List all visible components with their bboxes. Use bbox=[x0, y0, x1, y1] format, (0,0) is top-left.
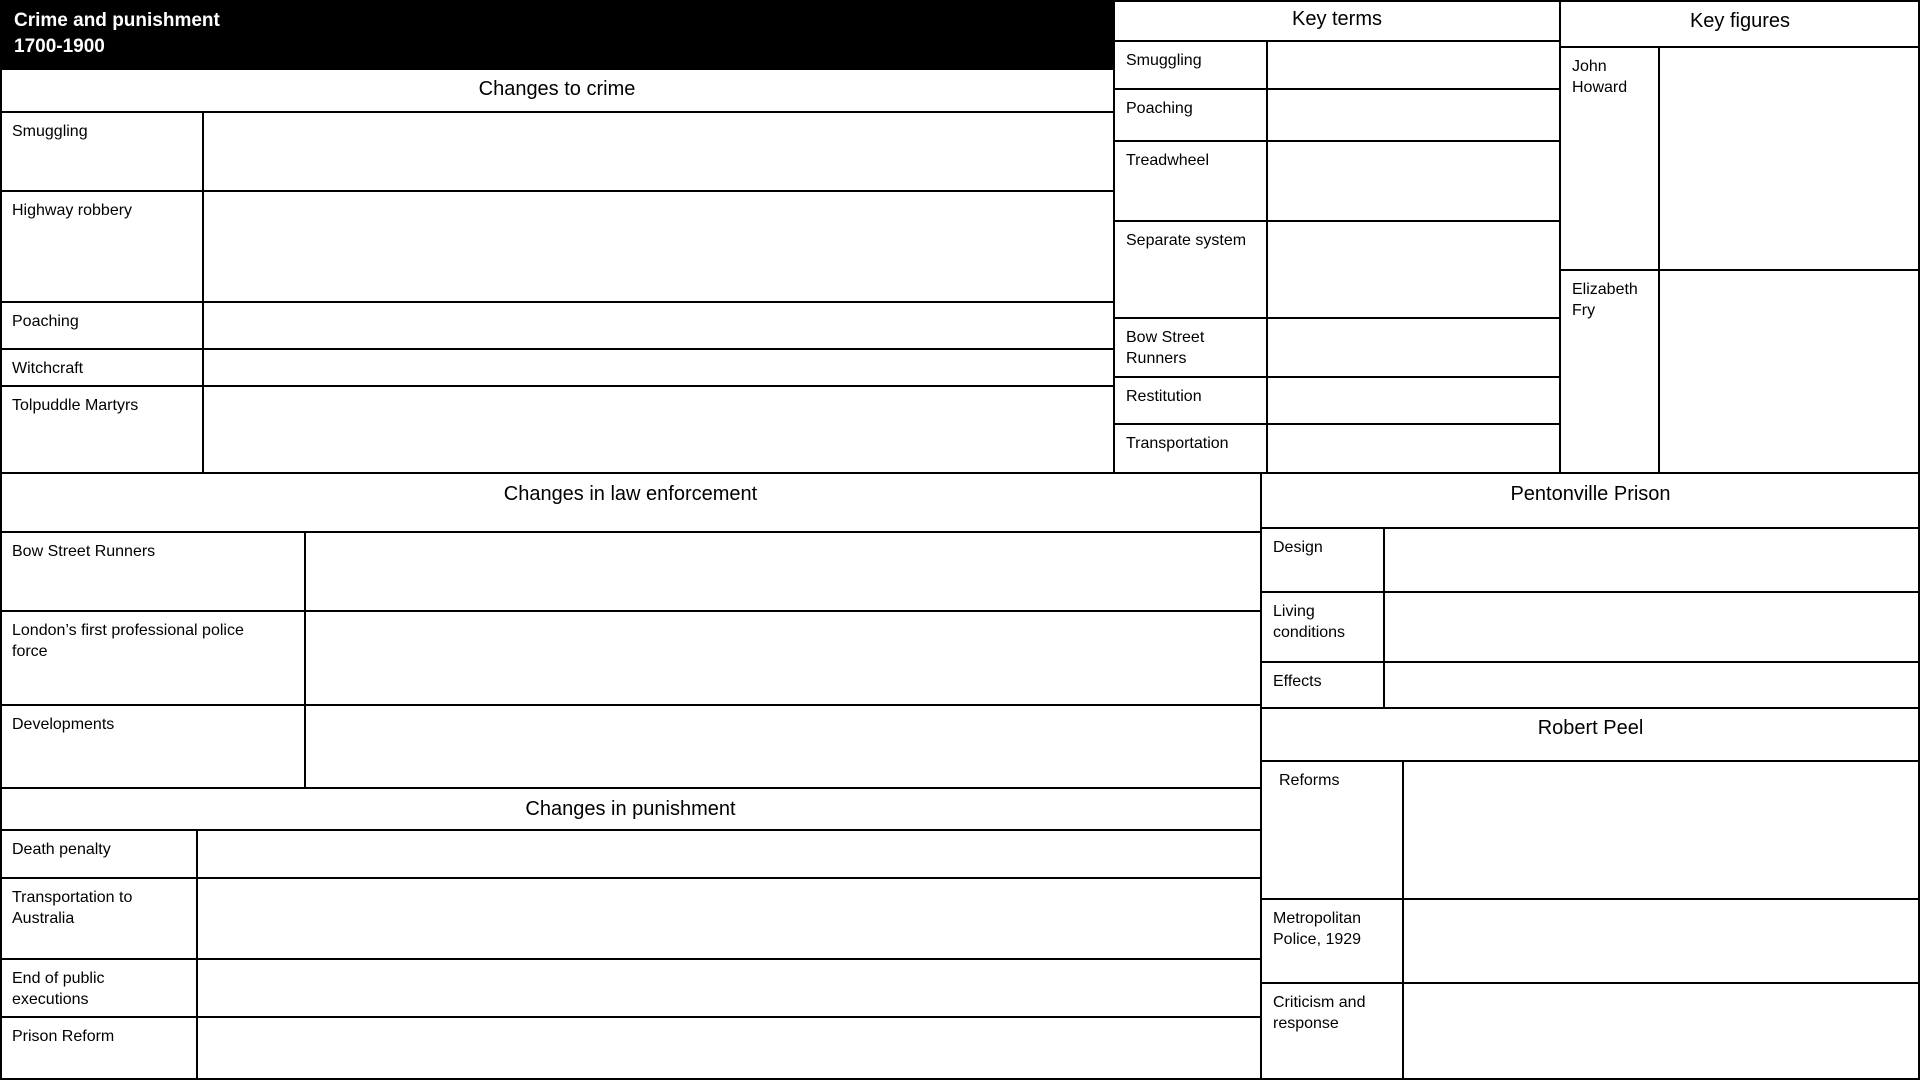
punishment-row-transportation bbox=[0, 877, 1261, 959]
law-enforcement-heading: Changes in law enforcement bbox=[503, 483, 758, 505]
term-answer-treadwheel[interactable] bbox=[1268, 142, 1560, 221]
term-row-transportation bbox=[1114, 423, 1560, 473]
law-enforcement-panel bbox=[0, 473, 1261, 789]
divider-keyterms-keyfigures bbox=[1559, 0, 1561, 473]
punishment-label-death-penalty: Death penalty bbox=[0, 831, 198, 878]
figure-label-john-howard: John Howard bbox=[1560, 48, 1660, 271]
figure-label-elizabeth-fry: Elizabeth Fry bbox=[1560, 271, 1660, 473]
robert-peel-heading: Robert Peel bbox=[1537, 717, 1644, 739]
crime-row-smuggling bbox=[0, 111, 1114, 191]
title-line-2: 1700-1900 bbox=[14, 36, 105, 57]
pentonville-heading: Pentonville Prison bbox=[1510, 483, 1671, 505]
pentonville-answer-design[interactable] bbox=[1385, 529, 1920, 592]
term-row-restitution bbox=[1114, 376, 1560, 424]
enforcement-row-police-force bbox=[0, 610, 1261, 705]
term-label-smuggling: Smuggling bbox=[1114, 42, 1268, 89]
peel-row-metropolitan-police bbox=[1261, 898, 1920, 983]
key-figures-heading: Key figures bbox=[1689, 10, 1791, 32]
crime-label-tolpuddle-martyrs: Tolpuddle Martyrs bbox=[0, 387, 204, 473]
term-label-poaching: Poaching bbox=[1114, 90, 1268, 141]
punishment-row-public-executions bbox=[0, 958, 1261, 1017]
pentonville-panel bbox=[1261, 473, 1920, 709]
peel-label-reforms: Reforms bbox=[1261, 762, 1404, 899]
punishment-answer-death-penalty[interactable] bbox=[198, 831, 1261, 878]
peel-row-criticism bbox=[1261, 982, 1920, 1080]
term-label-restitution: Restitution bbox=[1114, 378, 1268, 424]
term-row-bow-street-runners bbox=[1114, 317, 1560, 377]
figure-row-elizabeth-fry bbox=[1560, 269, 1920, 473]
punishment-row-prison-reform bbox=[0, 1016, 1261, 1080]
punishment-label-prison-reform: Prison Reform bbox=[0, 1018, 198, 1080]
crime-label-witchcraft: Witchcraft bbox=[0, 350, 204, 386]
pentonville-answer-living-conditions[interactable] bbox=[1385, 593, 1920, 662]
term-answer-bow-street-runners[interactable] bbox=[1268, 319, 1560, 377]
divider-enforcement-punishment bbox=[0, 787, 1261, 789]
pentonville-row-effects bbox=[1261, 661, 1920, 709]
enforcement-answer-police-force[interactable] bbox=[306, 612, 1261, 705]
pentonville-row-design bbox=[1261, 527, 1920, 592]
enforcement-row-developments bbox=[0, 704, 1261, 789]
changes-to-crime-heading: Changes to crime bbox=[478, 78, 636, 100]
key-terms-heading: Key terms bbox=[1291, 8, 1383, 30]
term-answer-restitution[interactable] bbox=[1268, 378, 1560, 424]
divider-pentonville-peel bbox=[1261, 707, 1920, 709]
crime-label-poaching: Poaching bbox=[0, 303, 204, 349]
crime-label-smuggling: Smuggling bbox=[0, 113, 204, 191]
punishment-answer-prison-reform[interactable] bbox=[198, 1018, 1261, 1080]
divider-crime-keyterms bbox=[1113, 0, 1115, 473]
title-line-1: Crime and punishment bbox=[14, 10, 220, 31]
punishment-label-transportation: Transportation to Australia bbox=[0, 879, 198, 959]
term-row-separate-system bbox=[1114, 220, 1560, 318]
peel-row-reforms bbox=[1261, 760, 1920, 899]
enforcement-label-bow-street-runners: Bow Street Runners bbox=[0, 533, 306, 611]
term-label-bow-street-runners: Bow Street Runners bbox=[1114, 319, 1268, 377]
term-label-transportation: Transportation bbox=[1114, 425, 1268, 473]
term-answer-transportation[interactable] bbox=[1268, 425, 1560, 473]
punishment-answer-public-executions[interactable] bbox=[198, 960, 1261, 1017]
figure-row-john-howard bbox=[1560, 46, 1920, 271]
pentonville-label-living-conditions: Living conditions bbox=[1261, 593, 1385, 662]
term-row-smuggling bbox=[1114, 40, 1560, 89]
enforcement-label-developments: Developments bbox=[0, 706, 306, 789]
crime-row-poaching bbox=[0, 301, 1114, 349]
pentonville-label-effects: Effects bbox=[1261, 663, 1385, 709]
pentonville-answer-effects[interactable] bbox=[1385, 663, 1920, 709]
punishment-row-death-penalty bbox=[0, 829, 1261, 878]
peel-answer-criticism[interactable] bbox=[1404, 984, 1920, 1080]
figure-answer-elizabeth-fry[interactable] bbox=[1660, 271, 1920, 473]
robert-peel-panel bbox=[1261, 707, 1920, 1080]
peel-answer-reforms[interactable] bbox=[1404, 762, 1920, 899]
divider-enforcement-pentonville bbox=[1260, 473, 1262, 1080]
worksheet-title bbox=[0, 0, 1114, 70]
peel-label-criticism: Criticism and response bbox=[1261, 984, 1404, 1080]
term-answer-separate-system[interactable] bbox=[1268, 222, 1560, 318]
term-answer-smuggling[interactable] bbox=[1268, 42, 1560, 89]
crime-row-highway-robbery bbox=[0, 190, 1114, 302]
peel-answer-metropolitan-police[interactable] bbox=[1404, 900, 1920, 983]
term-row-poaching bbox=[1114, 88, 1560, 141]
crime-answer-poaching[interactable] bbox=[204, 303, 1114, 349]
term-answer-poaching[interactable] bbox=[1268, 90, 1560, 141]
figure-answer-john-howard[interactable] bbox=[1660, 48, 1920, 271]
enforcement-label-police-force: London’s first professional police force bbox=[0, 612, 306, 705]
divider-top-sections bbox=[0, 472, 1920, 474]
punishment-heading: Changes in punishment bbox=[525, 798, 736, 820]
punishment-answer-transportation[interactable] bbox=[198, 879, 1261, 959]
crime-answer-smuggling[interactable] bbox=[204, 113, 1114, 191]
punishment-panel bbox=[0, 788, 1261, 1080]
term-label-separate-system: Separate system bbox=[1114, 222, 1268, 318]
peel-label-metropolitan-police: Metropolitan Police, 1929 bbox=[1261, 900, 1404, 983]
crime-answer-highway-robbery[interactable] bbox=[204, 192, 1114, 302]
key-terms-panel bbox=[1114, 0, 1560, 473]
pentonville-label-design: Design bbox=[1261, 529, 1385, 592]
pentonville-row-living-conditions bbox=[1261, 591, 1920, 662]
crime-answer-witchcraft[interactable] bbox=[204, 350, 1114, 386]
punishment-label-public-executions: End of public executions bbox=[0, 960, 198, 1017]
crime-label-highway-robbery: Highway robbery bbox=[0, 192, 204, 302]
crime-answer-tolpuddle-martyrs[interactable] bbox=[204, 387, 1114, 473]
crime-row-witchcraft bbox=[0, 348, 1114, 386]
enforcement-answer-developments[interactable] bbox=[306, 706, 1261, 789]
changes-to-crime-panel bbox=[0, 70, 1114, 473]
crime-row-tolpuddle-martyrs bbox=[0, 385, 1114, 473]
term-row-treadwheel bbox=[1114, 140, 1560, 221]
enforcement-row-bow-street-runners bbox=[0, 531, 1261, 611]
enforcement-answer-bow-street-runners[interactable] bbox=[306, 533, 1261, 611]
key-figures-panel bbox=[1560, 0, 1920, 473]
term-label-treadwheel: Treadwheel bbox=[1114, 142, 1268, 221]
